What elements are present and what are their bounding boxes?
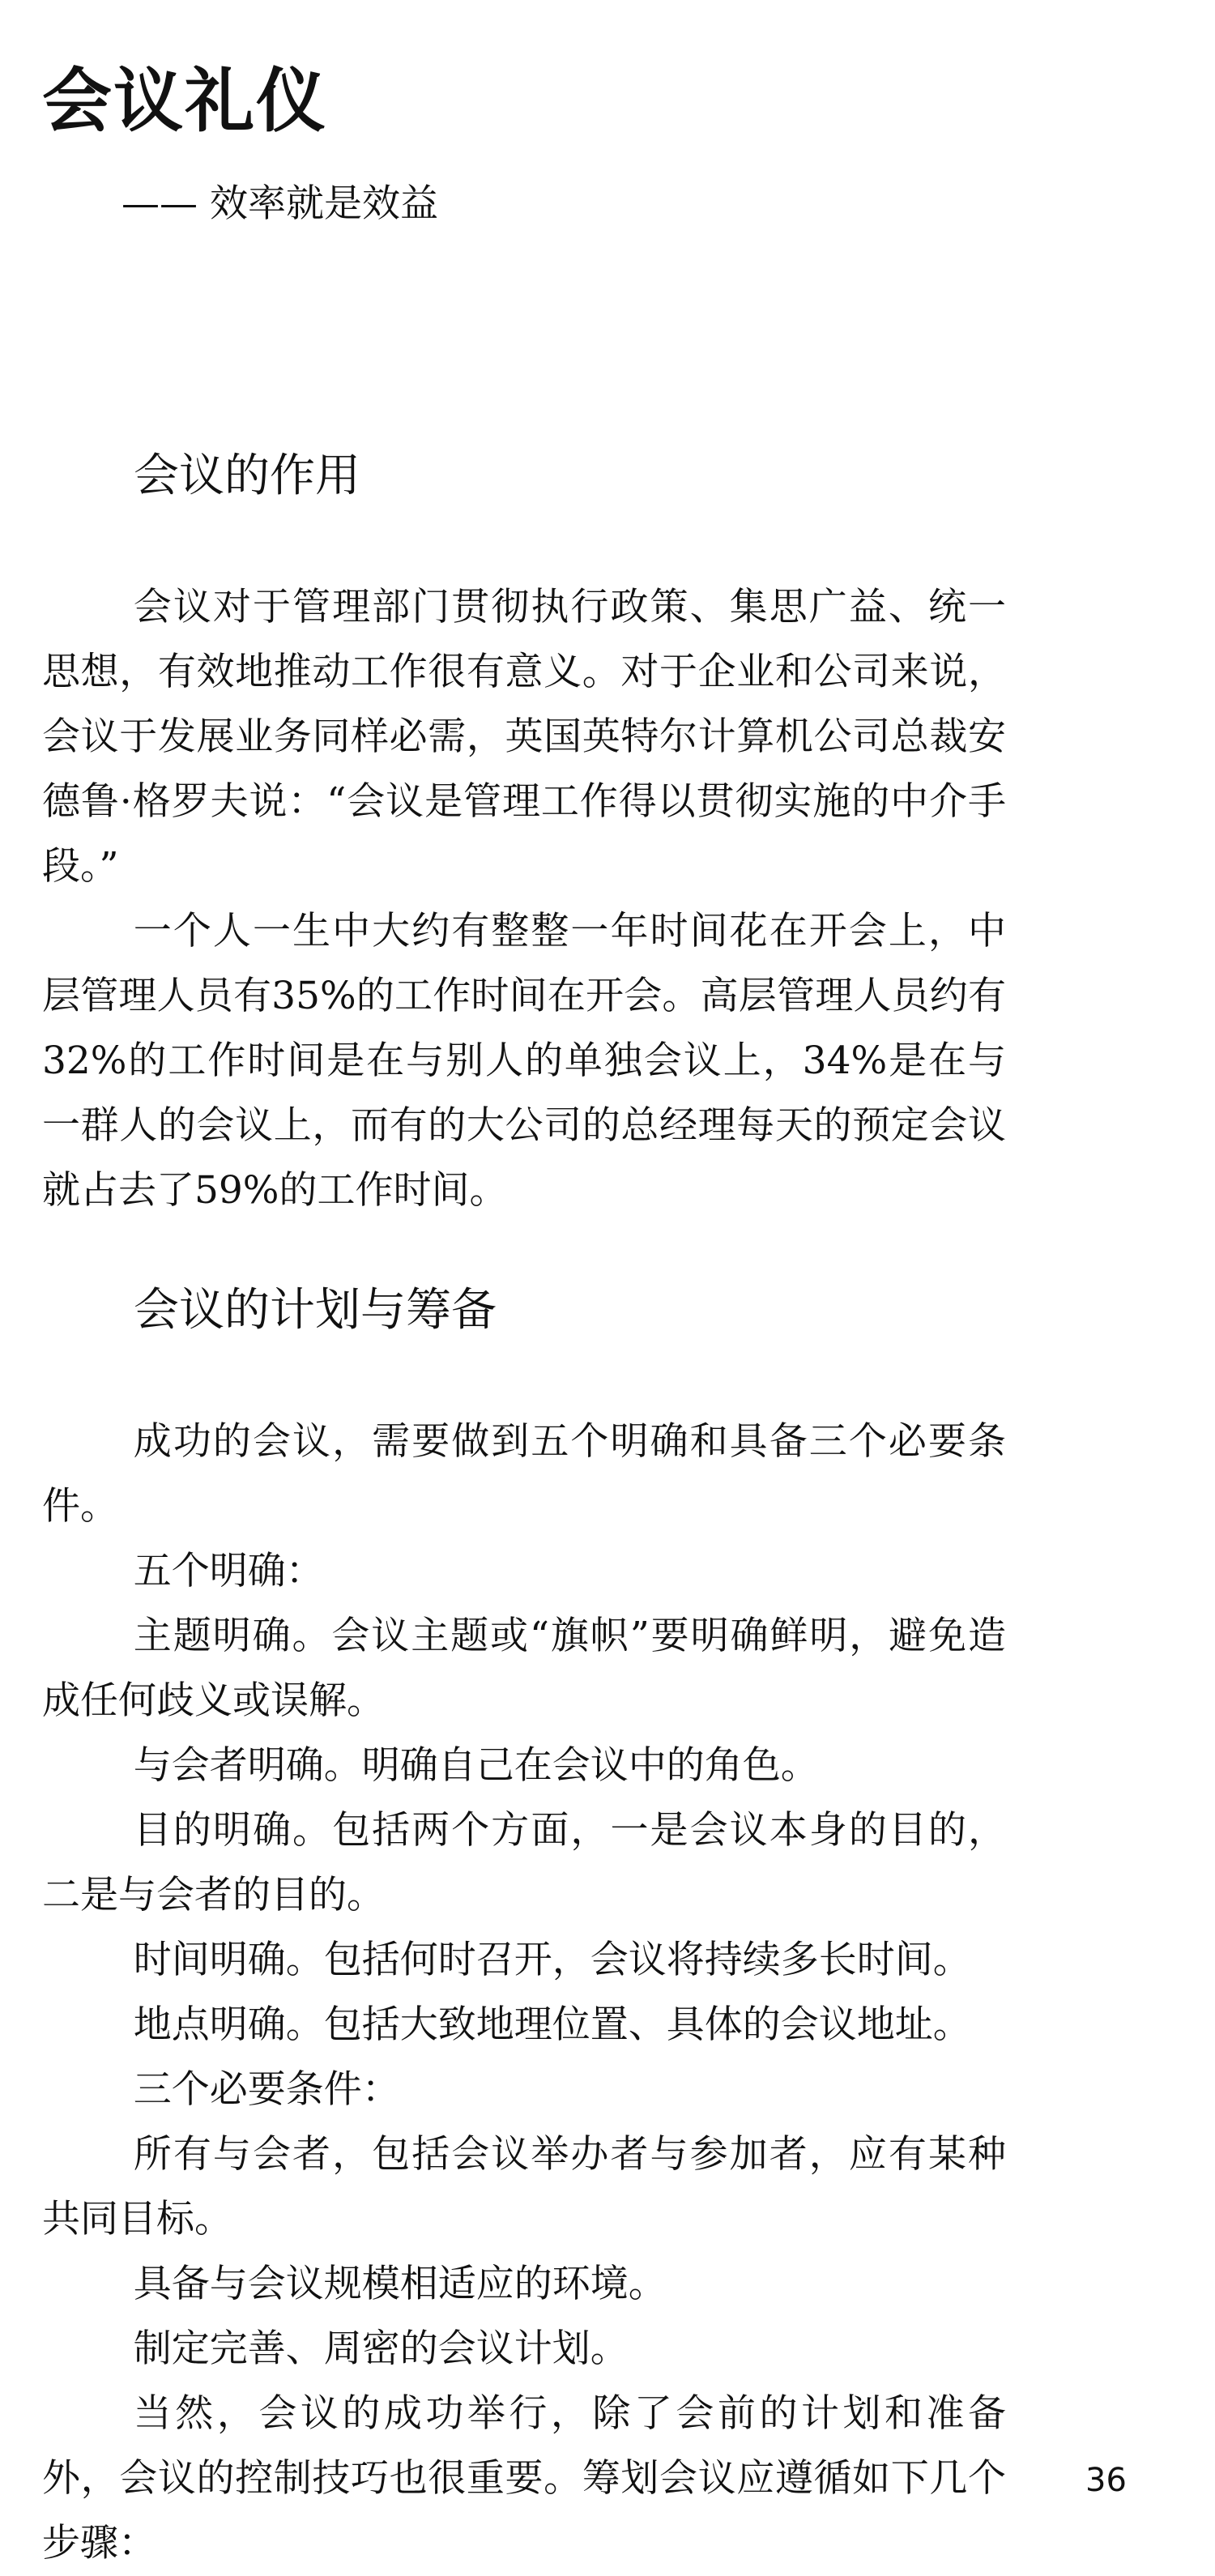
chapter-subtitle: —— 效率就是效益 bbox=[122, 181, 438, 226]
section-heading-meeting-planning: 会议的计划与筹备 bbox=[134, 1284, 497, 1337]
chapter-title: 会议礼仪 bbox=[42, 61, 327, 142]
list-item: 制定完善、周密的会议计划。 bbox=[133, 2327, 629, 2371]
list-item: 地点明确。包括大致地理位置、具体的会议地址。 bbox=[133, 2002, 971, 2047]
list-item: 时间明确。包括何时召开，会议将持续多长时间。 bbox=[133, 1938, 971, 1982]
list-item: 所有与会者，包括会议举办者与参加者，应有某种共同目标。 bbox=[42, 2132, 1006, 2241]
page-number: 36 bbox=[1085, 2462, 1127, 2499]
list-heading: 三个必要条件： bbox=[133, 2067, 400, 2112]
list-heading: 五个明确： bbox=[133, 1549, 324, 1593]
paragraph: 一个人一生中大约有整整一年时间花在开会上，中层管理人员有35%的工作时间在开会。高层管理人员约有32%的工作时间是在与别人的单独会议上，34%是在与一群人的会议上，而有的大公司的总经理每天的预定会议就占去了59%的工作时间。 bbox=[42, 909, 1006, 1213]
section-heading-role-of-meetings: 会议的作用 bbox=[134, 450, 360, 502]
list-item: 具备与会议规模相适应的环境。 bbox=[133, 2262, 667, 2306]
paragraph: 会议对于管理部门贯彻执行政策、集思广益、统一思想，有效地推动工作很有意义。对于企业和公司来说，会议于发展业务同样必需，英国英特尔计算机公司总裁安德鲁·格罗夫说：“会议是管理工作得以贯彻实施的中介手段。” bbox=[42, 585, 1006, 889]
paragraph: 当然，会议的成功举行，除了会前的计划和准备外，会议的控制技巧也很重要。筹划会议应遵循如下几个步骤： bbox=[42, 2391, 1006, 2565]
list-item: 主题明确。会议主题或“旗帜”要明确鲜明，避免造成任何歧义或误解。 bbox=[42, 1614, 1006, 1723]
paragraph: 成功的会议，需要做到五个明确和具备三个必要条件。 bbox=[42, 1419, 1006, 1529]
list-item: 目的明确。包括两个方面，一是会议本身的目的，二是与会者的目的。 bbox=[42, 1808, 1006, 1917]
list-item: 与会者明确。明确自己在会议中的角色。 bbox=[133, 1743, 819, 1788]
section-body-meeting-planning bbox=[42, 1410, 1006, 2576]
section-body-role-of-meetings bbox=[42, 575, 1006, 1223]
